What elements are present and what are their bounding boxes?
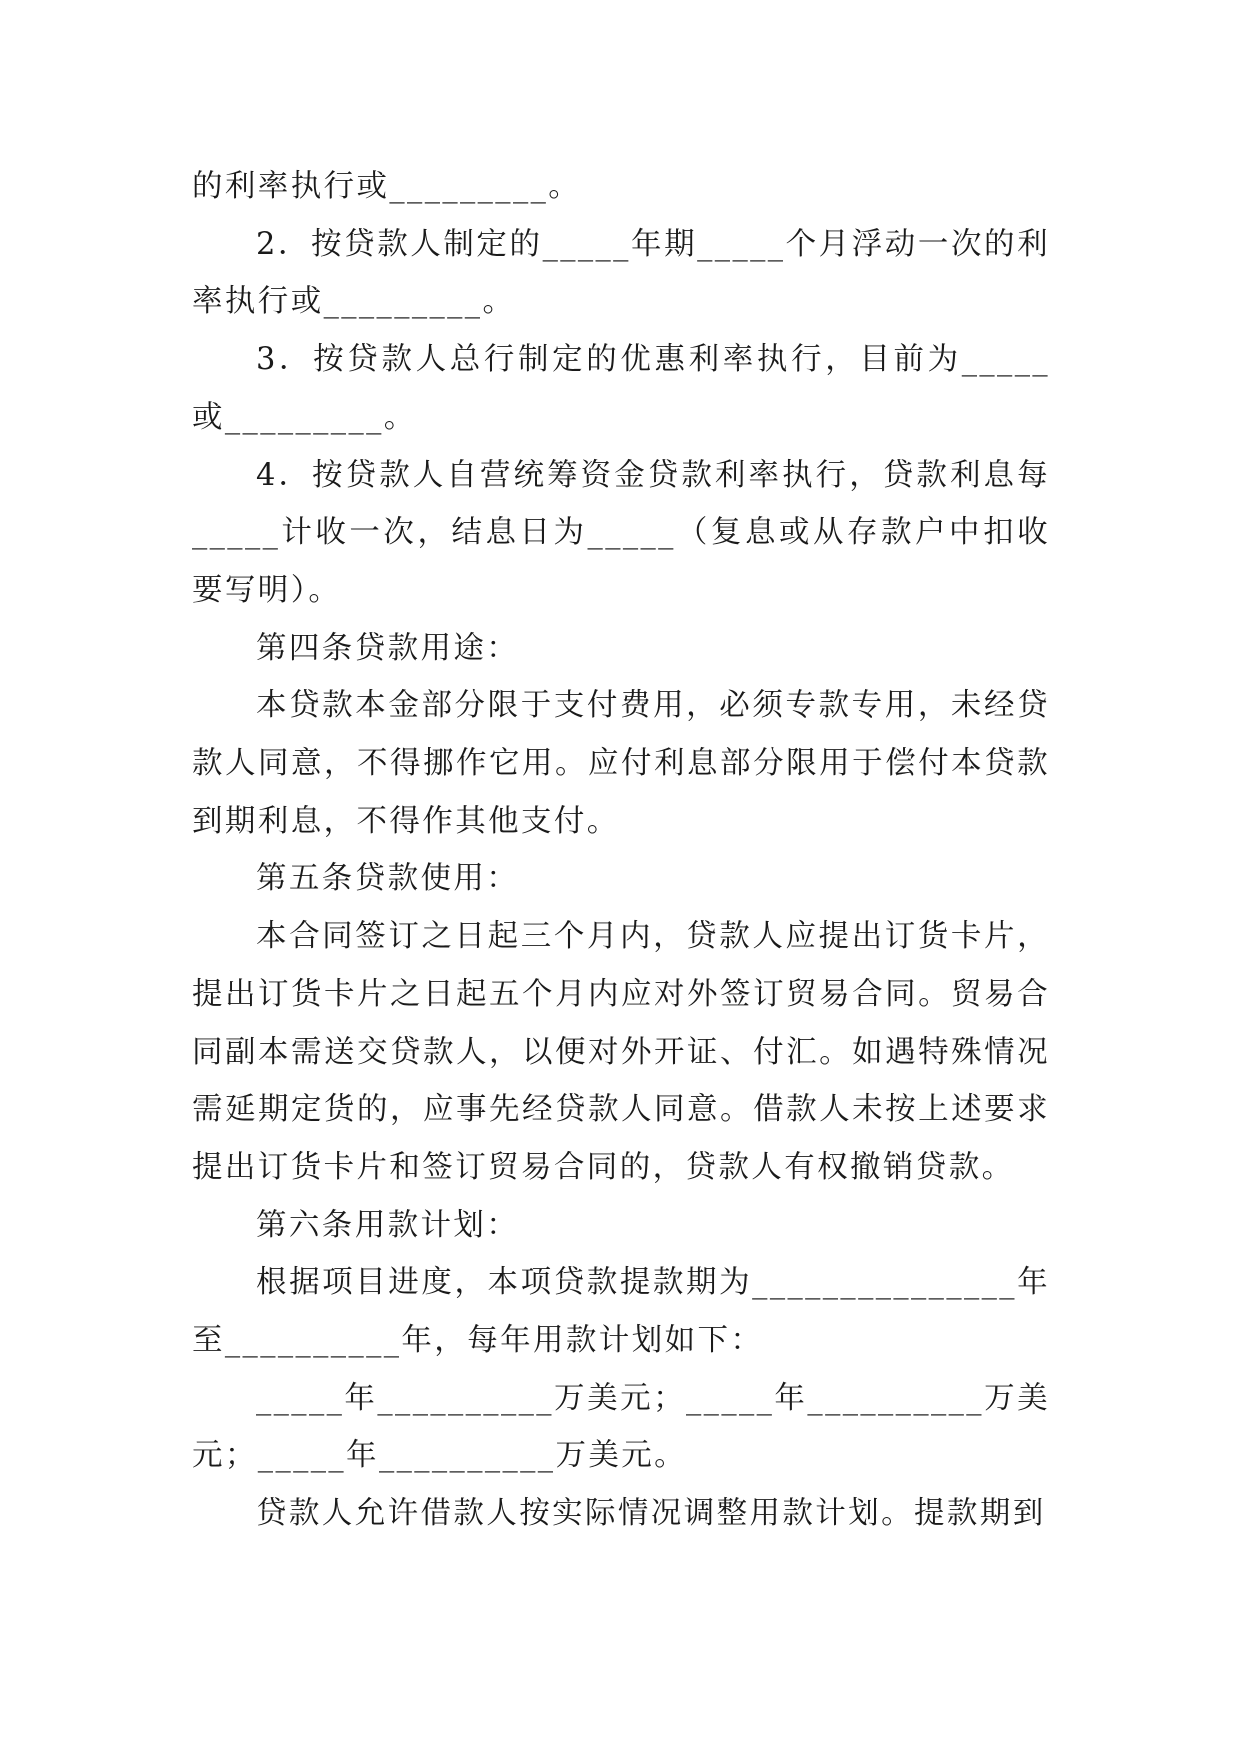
article-4-body: 本贷款本金部分限于支付费用，必须专款专用，未经贷款人同意，不得挪作它用。应付利息部分限用于偿付本贷款到期利息，不得作其他支付。 bbox=[192, 688, 1050, 839]
article-5-body: 本合同签订之日起三个月内，贷款人应提出订货卡片，提出订货卡片之日起五个月内应对外签订贸易合同。贸易合同副本需送交贷款人，以便对外开证、付汇。如遇特殊情况需延期定货的，应事先经贷款人同意。借款人未按上述要求提出订货卡片和签订贸易合同的，贷款人有权撤销贷款。 bbox=[192, 919, 1050, 1185]
article-6-heading: 第六条用款计划： bbox=[256, 1207, 520, 1243]
article-4-heading: 第四条贷款用途： bbox=[256, 630, 520, 666]
article-5-heading: 第五条贷款使用： bbox=[256, 861, 520, 897]
paragraph-rate-option-4: 4．按贷款人自营统筹资金贷款利率执行，贷款利息每_____计收一次，结息日为_____（复息或从存款户中扣收要写明）。 bbox=[192, 457, 1050, 608]
paragraph-rate-option-2: 2．按贷款人制定的_____年期_____个月浮动一次的利率执行或_________。 bbox=[192, 226, 1050, 320]
paragraph-rate-continuation: 的利率执行或_________。 bbox=[192, 169, 582, 204]
document-body bbox=[192, 158, 1050, 1543]
article-6-yearly-plan: _____年__________万美元；_____年__________万美元；_____年__________万美元。 bbox=[192, 1380, 1050, 1474]
article-6-body: 根据项目进度，本项贷款提款期为_______________年至__________年，每年用款计划如下： bbox=[192, 1265, 1050, 1359]
paragraph-rate-option-3: 3．按贷款人总行制定的优惠利率执行，目前为_____或_________。 bbox=[192, 342, 1050, 435]
article-6-adjustment: 贷款人允许借款人按实际情况调整用款计划。提款期到 bbox=[256, 1496, 1046, 1532]
